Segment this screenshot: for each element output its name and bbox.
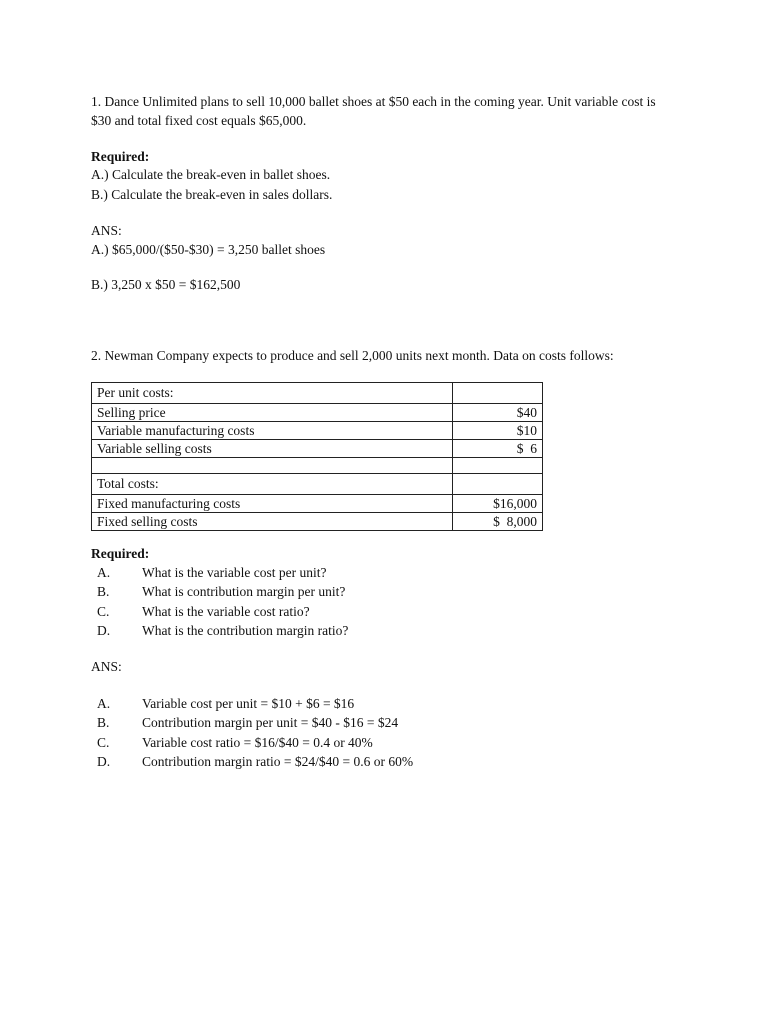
cost-table [91, 382, 543, 531]
table-row-spacer [92, 458, 543, 474]
list-item [97, 694, 697, 713]
table-cell-empty [453, 474, 543, 495]
q1-text-line-1: 1. Dance Unlimited plans to sell 10,000 ballet shoes at $50 each in the coming year. Unit variable cost is [91, 94, 656, 109]
table-cell-empty [453, 458, 543, 474]
table-cell-empty [92, 458, 453, 474]
q1-text-line-2: $30 and total fixed cost equals $65,000. [91, 113, 307, 128]
list-text: Contribution margin per unit = $40 - $16 = $24 [142, 715, 399, 731]
q2-answers-list [97, 694, 697, 771]
list-text: What is contribution margin per unit? [142, 584, 346, 600]
row-amount: $ 8,000 [453, 513, 543, 531]
list-item [97, 621, 697, 640]
table-row [92, 474, 543, 495]
list-text: Variable cost ratio = $16/$40 = 0.4 or 40% [142, 734, 373, 750]
list-letter: B. [97, 584, 110, 600]
row-label: Selling price [92, 404, 453, 422]
list-letter: B. [97, 715, 110, 731]
table-row [92, 422, 543, 440]
table-row [92, 404, 543, 422]
table-row [92, 383, 543, 404]
total-costs-header: Total costs: [92, 474, 453, 495]
list-text: What is the variable cost per unit? [142, 565, 327, 580]
q1-required-b: B.) Calculate the break-even in sales dollars. [91, 187, 333, 202]
q1-required-label: Required: [91, 149, 150, 164]
table-row [92, 495, 543, 513]
row-label: Fixed selling costs [92, 513, 453, 531]
table-row [92, 513, 543, 531]
list-letter: A. [97, 565, 111, 580]
row-label: Variable selling costs [92, 440, 453, 458]
q2-intro: 2. Newman Company expects to produce and sell 2,000 units next month. Data on costs follows: [91, 348, 614, 363]
q2-ans-label: ANS: [91, 659, 122, 674]
list-item [97, 752, 697, 771]
list-letter: C. [97, 734, 110, 750]
row-amount: $ 6 [453, 440, 543, 458]
row-amount: $40 [453, 404, 543, 422]
list-text: What is the contribution margin ratio? [142, 622, 349, 638]
q1-answer-a: A.) $65,000/($50-$30) = 3,250 ballet shoes [91, 242, 326, 257]
list-text: Contribution margin ratio = $24/$40 = 0.6 or 60% [142, 753, 414, 769]
list-letter: D. [97, 753, 111, 769]
row-amount: $16,000 [453, 495, 543, 513]
list-letter: A. [97, 696, 111, 711]
list-text: Variable cost per unit = $10 + $6 = $16 [142, 696, 355, 711]
table-row [92, 440, 543, 458]
list-item [97, 582, 697, 601]
table-cell-empty [453, 383, 543, 404]
list-item [97, 733, 697, 752]
q2-required-label: Required: [91, 546, 150, 561]
row-amount: $10 [453, 422, 543, 440]
list-item [97, 713, 697, 732]
q1-ans-label: ANS: [91, 223, 122, 238]
per-unit-costs-header: Per unit costs: [92, 383, 453, 404]
q2-questions-list [97, 563, 697, 640]
row-label: Fixed manufacturing costs [92, 495, 453, 513]
q1-required-a: A.) Calculate the break-even in ballet shoes. [91, 167, 331, 182]
list-letter: D. [97, 622, 111, 638]
list-item [97, 563, 697, 582]
list-item [97, 602, 697, 621]
list-letter: C. [97, 603, 110, 619]
row-label: Variable manufacturing costs [92, 422, 453, 440]
q1-answer-b: B.) 3,250 x $50 = $162,500 [91, 277, 241, 292]
list-text: What is the variable cost ratio? [142, 603, 310, 619]
